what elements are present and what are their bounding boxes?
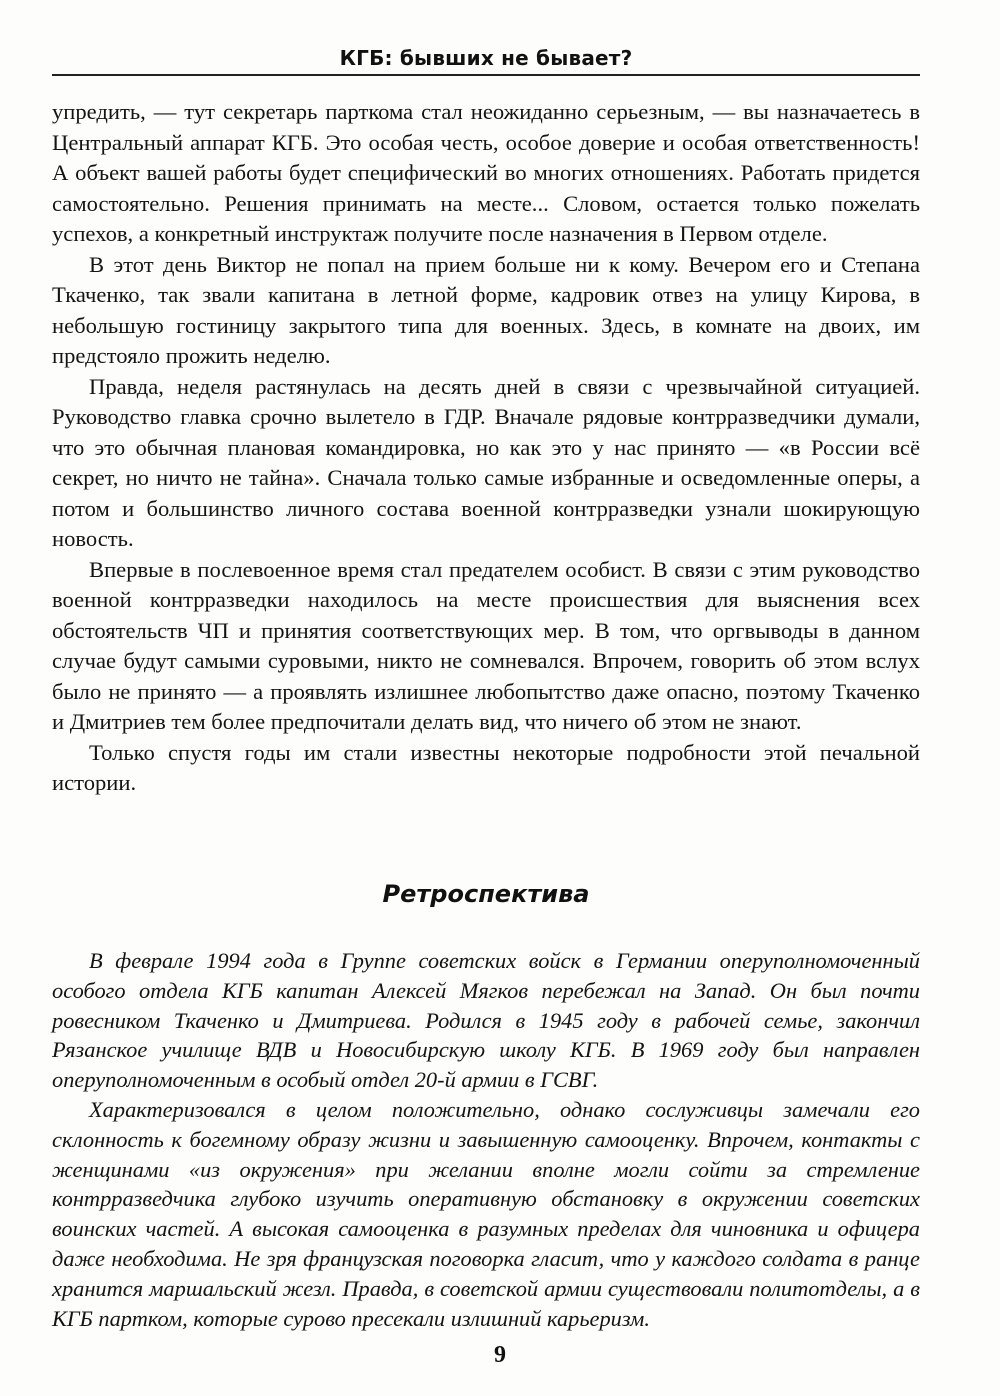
paragraph: Впервые в послевоенное время стал предателем особист. В связи с этим руководство военной контрразведки находилось на месте происшествия для выяснения всех обстоятельств ЧП и принятия соответствующих мер. В том, что оргвыводы в данном случае будут самыми суровыми, никто не сомневался. Впрочем, говорить об этом вслух было не принято — а проявлять излишнее любопытство даже опасно, поэтому Ткаченко и Дмитриев тем более предпочитали делать вид, что ничего об этом не знают. (52, 556, 920, 734)
paragraph: упредить, — тут секретарь парткома стал неожиданно серьезным, — вы назначаетесь в Центральный аппарат КГБ. Это особая честь, особое доверие и особая ответственность! А объект вашей работы будет специфический во многих отношениях. Работать придется самостоятельно. Решения принимать на месте... Словом, остается только пожелать успехов, а конкретный инструктаж получите после назначения в Первом отделе. (52, 99, 920, 246)
page-number: 9 (494, 1342, 506, 1368)
running-head: КГБ: бывших не бывает? (339, 46, 633, 70)
paragraph: Только спустя годы им стали известны некоторые подробности этой печальной истории. (52, 739, 920, 795)
main-text (52, 97, 920, 799)
retro-paragraph: Характеризовался в целом положительно, однако сослуживцы замечали его склонность к богемному образу жизни и завышенную самооценку. Впрочем, контакты с женщинами «из окружения» при желании вполне могли сойти за стремление контрразведчика глубоко изучить оперативную обстановку в окружении советских воинских частей. А высокая самооценка в разумных пределах для чиновника и офицера даже необходима. Не зря французская поговорка гласит, что у каждого солдата в ранце хранится маршальский жезл. Правда, в советской армии существовали политотделы, а в КГБ партком, которые сурово пресекали излишний карьеризм. (52, 1096, 920, 1331)
paragraph: В этот день Виктор не попал на прием больше ни к кому. Вечером его и Степана Ткаченко, так звали капитана в летной форме, кадровик отвез на улицу Кирова, в небольшую гостиницу закрытого типа для военных. Здесь, в комнате на двоих, им предстояло прожить неделю. (52, 251, 920, 368)
section-title: Ретроспектива (382, 880, 590, 908)
header-rule (52, 74, 920, 76)
retro-paragraph: В феврале 1994 года в Группе советских войск в Германии оперуполномоченный особого отдела КГБ капитан Алексей Мягков перебежал на Запад. Он был почти ровесником Ткаченко и Дмитриева. Родился в 1945 году в рабочей семье, закончил Рязанское училище ВДВ и Новосибирскую школу КГБ. В 1969 году был направлен оперуполномоченным в особый отдел 20-й армии в ГСВГ. (52, 948, 920, 1093)
retrospective-text (52, 946, 920, 1333)
paragraph: Правда, неделя растянулась на десять дней в связи с чрезвычайной ситуацией. Руководство главка срочно вылетело в ГДР. Вначале рядовые контрразведчики думали, что это обычная плановая командировка, но как это у нас принято — «в России всё секрет, но ничто не тайна». Сначала только самые избранные и осведомленные оперы, а потом и большинство личного состава военной контрразведки узнали шокирующую новость. (52, 373, 920, 551)
